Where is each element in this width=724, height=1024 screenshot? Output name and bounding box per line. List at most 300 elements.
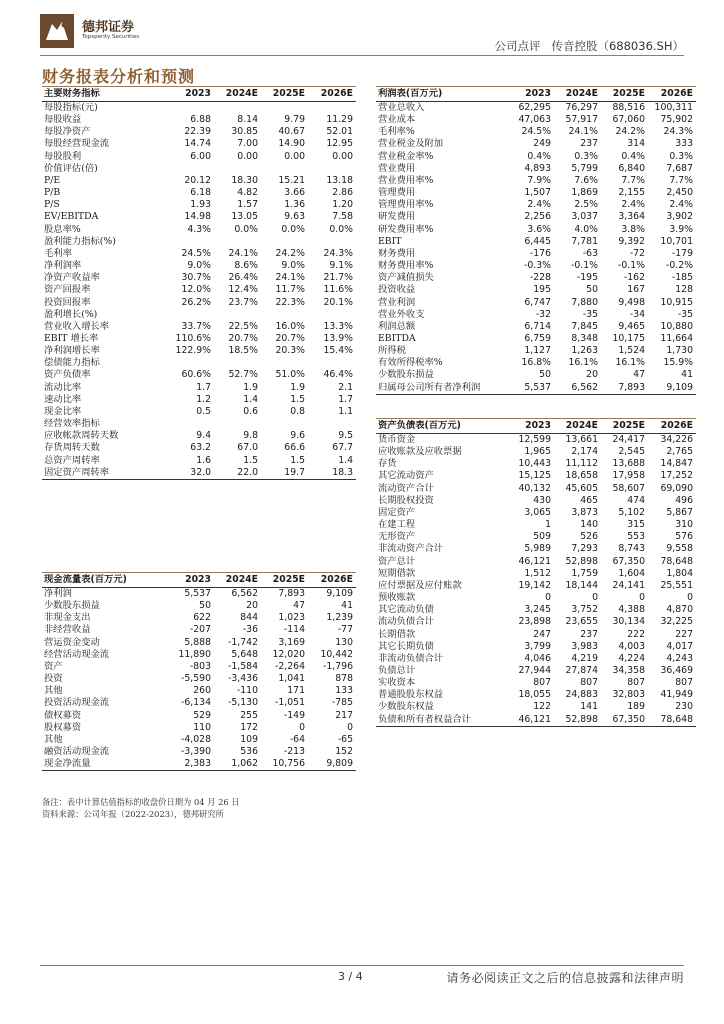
- table-row: [42, 321, 356, 333]
- table-row: [42, 102, 356, 115]
- table-cell: -149: [283, 709, 305, 721]
- table-cell: 7,893: [618, 381, 645, 393]
- table-cell: 62,295: [518, 102, 551, 113]
- table-cell: 4,219: [571, 652, 598, 664]
- table-row: [376, 689, 696, 701]
- table-cell: 9.8: [243, 430, 258, 442]
- table-cell: 172: [240, 721, 258, 733]
- table-row: [376, 138, 696, 150]
- table-cell: 67,350: [612, 555, 645, 567]
- table-cell: 24.1%: [275, 272, 305, 284]
- table-row: [376, 653, 696, 665]
- table-cell: 2.1: [338, 381, 353, 393]
- table-cell: 5,799: [571, 162, 598, 174]
- table-cell: [261, 163, 308, 175]
- table-header-row: [376, 87, 696, 102]
- main-indicators-table: [42, 86, 356, 479]
- row-label: 无形资产: [378, 531, 416, 543]
- row-label: 营业费用: [378, 162, 416, 174]
- table-cell: 22.3%: [275, 296, 305, 308]
- table-cell: -3,390: [181, 746, 211, 758]
- table-cell: [261, 102, 308, 115]
- table-cell: 0.00: [237, 150, 258, 162]
- table-cell: 3,873: [571, 506, 598, 518]
- table-cell: [308, 357, 356, 369]
- table-row: [42, 345, 356, 357]
- table-cell: 189: [627, 701, 645, 713]
- table-cell: 315: [627, 519, 645, 531]
- table-cell: 4,388: [618, 604, 645, 616]
- row-label: 存货: [378, 458, 397, 470]
- table-cell: 0.0%: [329, 223, 353, 235]
- column-header: 2024E: [554, 419, 601, 434]
- company-name: 传音控股（688036.SH）: [551, 39, 684, 53]
- table-cell: 807: [533, 677, 551, 689]
- table-row: [42, 211, 356, 223]
- table-cell: 47,063: [518, 114, 551, 126]
- table-row: [42, 588, 356, 601]
- table-row: [376, 224, 696, 236]
- table-cell: 9,392: [618, 235, 645, 247]
- table-cell: 11,664: [660, 332, 693, 344]
- row-label: EBIT: [378, 235, 402, 247]
- table-cell: 6.18: [190, 187, 211, 199]
- row-label: 融资活动现金流: [44, 746, 110, 758]
- row-label: 营业利润: [378, 296, 416, 308]
- table-cell: 807: [675, 677, 693, 689]
- table-cell: 1,965: [524, 446, 551, 458]
- table-cell: 4,046: [524, 652, 551, 664]
- row-label: P/S: [44, 199, 60, 211]
- row-label: 研发费用率%: [378, 223, 434, 235]
- table-row: [42, 175, 356, 187]
- table-cell: -110: [236, 685, 258, 697]
- table-cell: 33.7%: [181, 320, 211, 332]
- table-cell: 3.66: [284, 187, 305, 199]
- row-label: 盈利增长(%): [44, 308, 98, 320]
- table-cell: 0.00: [284, 150, 305, 162]
- row-label: 实收资本: [378, 677, 416, 689]
- table-row: [376, 641, 696, 653]
- table-cell: 18,658: [565, 470, 598, 482]
- row-label: 营业成本: [378, 114, 416, 126]
- column-header: 2025E: [601, 87, 648, 102]
- table-row: [376, 470, 696, 482]
- table-cell: 1,804: [666, 567, 693, 579]
- row-label: 固定资产周转率: [44, 466, 110, 478]
- table-cell: 529: [193, 709, 211, 721]
- table-cell: 167: [627, 284, 645, 296]
- table-row: [42, 297, 356, 309]
- table-cell: 1.20: [332, 199, 353, 211]
- balance-sheet-table: [376, 418, 696, 726]
- table-cell: 0.4%: [621, 150, 645, 162]
- table-cell: 2.4%: [527, 199, 551, 211]
- table-row: [42, 369, 356, 381]
- row-label: 现金比率: [44, 405, 82, 417]
- table-cell: 20.12: [184, 174, 211, 186]
- table-cell: 0.0%: [234, 223, 258, 235]
- table-row: [376, 531, 696, 543]
- table-cell: 52.01: [326, 126, 353, 138]
- table-cell: 50: [539, 369, 551, 381]
- column-header: 2026E: [308, 573, 356, 588]
- table-row: [42, 126, 356, 138]
- table-cell: 26.2%: [181, 296, 211, 308]
- table-cell: 0.8: [290, 405, 305, 417]
- table-cell: 24.1%: [568, 126, 598, 138]
- table-row: [376, 102, 696, 115]
- table-cell: -77: [337, 624, 353, 636]
- row-label: 流动比率: [44, 381, 82, 393]
- table-cell: 24.3%: [323, 247, 353, 259]
- table-cell: 16.1%: [568, 357, 598, 369]
- table-cell: 133: [335, 685, 353, 697]
- table-cell: 20: [586, 369, 598, 381]
- table-cell: 496: [675, 494, 693, 506]
- table-cell: 11,890: [178, 648, 211, 660]
- row-label: 管理费用率%: [378, 199, 434, 211]
- table-row: [42, 114, 356, 126]
- table-cell: 50: [199, 600, 211, 612]
- table-cell: [261, 309, 308, 321]
- table-cell: 76,297: [565, 102, 598, 113]
- table-cell: 1.2: [196, 393, 211, 405]
- table-cell: 1,507: [524, 187, 551, 199]
- row-label: 营业税金及附加: [378, 138, 444, 150]
- table-cell: 18,055: [518, 689, 551, 701]
- table-row: [376, 211, 696, 223]
- table-row: [376, 495, 696, 507]
- table-cell: 9,109: [666, 381, 693, 393]
- table-cell: 10,443: [518, 458, 551, 470]
- table-cell: -207: [189, 624, 211, 636]
- table-cell: 32,803: [612, 689, 645, 701]
- table-title: 利润表(百万元): [376, 87, 508, 102]
- table-cell: 2,256: [524, 211, 551, 223]
- table-cell: 7,687: [666, 162, 693, 174]
- table-cell: 3.8%: [621, 223, 645, 235]
- table-cell: -72: [629, 247, 645, 259]
- column-header: 2024E: [214, 87, 261, 102]
- table-row: [42, 710, 356, 722]
- table-row: [376, 592, 696, 604]
- table-cell: 509: [533, 531, 551, 543]
- company-logo: [40, 14, 160, 48]
- column-header: 2024E: [214, 573, 261, 588]
- table-cell: 1,730: [666, 345, 693, 357]
- table-cell: 4.0%: [574, 223, 598, 235]
- column-header: 2024E: [554, 87, 601, 102]
- table-cell: 12,020: [272, 648, 305, 660]
- page-number: 3 / 4: [338, 970, 363, 983]
- table-cell: 7,880: [571, 296, 598, 308]
- row-label: 净资产收益率: [44, 272, 100, 284]
- table-cell: 52.7%: [228, 369, 258, 381]
- table-cell: 23,898: [518, 616, 551, 628]
- table-title: 主要财务指标: [42, 87, 168, 102]
- row-label: 经营效率指标: [44, 418, 100, 430]
- table-cell: -1,796: [323, 660, 353, 672]
- table-cell: 7,893: [278, 588, 305, 599]
- row-label: 长期股权投资: [378, 494, 434, 506]
- table-cell: 47: [633, 369, 645, 381]
- table-cell: 67.0: [237, 442, 258, 454]
- row-label: 每股收益: [44, 114, 82, 126]
- table-cell: 20.3%: [275, 345, 305, 357]
- table-cell: 24,417: [612, 434, 645, 445]
- table-cell: 4.82: [237, 187, 258, 199]
- table-cell: 6.88: [190, 114, 211, 126]
- row-label: 盈利能力指标(%): [44, 235, 116, 247]
- table-cell: 60.6%: [181, 369, 211, 381]
- table-cell: 0.6: [243, 405, 258, 417]
- row-label: 预收账款: [378, 592, 416, 604]
- table-row: [42, 260, 356, 272]
- table-cell: 7.58: [332, 211, 353, 223]
- row-label: 净利润率: [44, 260, 82, 272]
- table-cell: 23.7%: [228, 296, 258, 308]
- table-cell: 11,112: [565, 458, 598, 470]
- table-cell: 78,648: [660, 713, 693, 725]
- table-cell: 58,607: [612, 482, 645, 494]
- row-label: 价值评估(倍): [44, 162, 98, 174]
- table-cell: 50: [586, 284, 598, 296]
- table-header-row: [376, 419, 696, 434]
- table-cell: 41: [681, 369, 693, 381]
- table-cell: [261, 236, 308, 248]
- table-cell: 13.05: [231, 211, 258, 223]
- table-cell: 110.6%: [175, 332, 211, 344]
- table-row: [42, 199, 356, 211]
- table-row: [42, 284, 356, 296]
- table-cell: 9,498: [618, 296, 645, 308]
- table-cell: 2,765: [666, 446, 693, 458]
- table-cell: 1,041: [278, 673, 305, 685]
- table-row: [376, 175, 696, 187]
- table-cell: 10,442: [320, 648, 353, 660]
- table-cell: 7.9%: [527, 174, 551, 186]
- table-row: [42, 624, 356, 636]
- table-cell: 20.7%: [228, 332, 258, 344]
- row-label: 资产总计: [378, 555, 416, 567]
- table-row: [42, 649, 356, 661]
- table-cell: 140: [580, 519, 598, 531]
- table-bottom-rule: [376, 726, 696, 727]
- table-cell: [261, 357, 308, 369]
- table-cell: 9.1%: [329, 260, 353, 272]
- table-cell: 9,809: [326, 758, 353, 770]
- table-cell: 14.98: [184, 211, 211, 223]
- column-header: 2026E: [648, 87, 696, 102]
- table-cell: -32: [535, 308, 551, 320]
- row-label: 在建工程: [378, 519, 416, 531]
- table-cell: 8.6%: [234, 260, 258, 272]
- table-cell: 5,102: [618, 506, 645, 518]
- table-cell: 2,155: [618, 187, 645, 199]
- table-cell: -65: [337, 733, 353, 745]
- table-cell: 526: [580, 531, 598, 543]
- table-cell: 1.5: [290, 393, 305, 405]
- table-row: [42, 138, 356, 150]
- table-cell: [214, 309, 261, 321]
- table-cell: 9.0%: [281, 260, 305, 272]
- row-label: 债权募资: [44, 709, 82, 721]
- table-cell: 0: [545, 592, 551, 604]
- table-cell: 8.14: [237, 114, 258, 126]
- table-cell: 7,845: [571, 320, 598, 332]
- column-header: 2025E: [261, 573, 308, 588]
- table-cell: 40,132: [518, 482, 551, 494]
- table-cell: 75,902: [660, 114, 693, 126]
- row-label: P/B: [44, 187, 61, 199]
- table-cell: 622: [193, 612, 211, 624]
- table-cell: 260: [193, 685, 211, 697]
- table-cell: 41,949: [660, 689, 693, 701]
- table-cell: [261, 418, 308, 430]
- table-cell: 14.74: [184, 138, 211, 150]
- table-cell: 18,144: [565, 579, 598, 591]
- row-label: 速动比率: [44, 393, 82, 405]
- table-cell: 122.9%: [175, 345, 211, 357]
- table-cell: 474: [627, 494, 645, 506]
- row-label: 毛利率: [44, 247, 72, 259]
- table-cell: -3,436: [228, 673, 258, 685]
- row-label: 投资回报率: [44, 296, 91, 308]
- table-cell: 333: [675, 138, 693, 150]
- table-cell: 32.0: [190, 466, 211, 478]
- row-label: 非流动资产合计: [378, 543, 444, 555]
- table-cell: 0: [687, 592, 693, 604]
- table-cell: 20.7%: [275, 332, 305, 344]
- table-cell: 30.85: [231, 126, 258, 138]
- table-row: [42, 746, 356, 758]
- table-cell: 36,469: [660, 664, 693, 676]
- row-label: 负债和所有者权益合计: [378, 713, 471, 725]
- row-label: 股息率%: [44, 223, 81, 235]
- table-cell: 247: [533, 628, 551, 640]
- table-row: [376, 714, 696, 726]
- table-cell: 6,747: [524, 296, 551, 308]
- table-bottom-rule: [42, 479, 356, 480]
- table-row: [42, 430, 356, 442]
- table-cell: 10,175: [612, 332, 645, 344]
- table-cell: -34: [629, 308, 645, 320]
- table-cell: 22.0: [237, 466, 258, 478]
- table-bottom-rule: [42, 770, 356, 771]
- table-cell: 10,915: [660, 296, 693, 308]
- row-label: 流动资产合计: [378, 482, 434, 494]
- table-row: [376, 543, 696, 555]
- table-cell: 4,017: [666, 640, 693, 652]
- table-cell: 310: [675, 519, 693, 531]
- table-cell: 1.9: [290, 381, 305, 393]
- row-label: 营业总收入: [378, 102, 425, 113]
- row-label: 每股净资产: [44, 126, 91, 138]
- table-cell: 26.4%: [228, 272, 258, 284]
- table-cell: 9,109: [326, 588, 353, 599]
- table-row: [376, 519, 696, 531]
- table-row: [376, 126, 696, 138]
- table-cell: 7.00: [237, 138, 258, 150]
- table-cell: -2,264: [275, 660, 305, 672]
- table-cell: -1,742: [228, 636, 258, 648]
- row-label: 毛利率%: [378, 126, 415, 138]
- table-row: [42, 455, 356, 467]
- table-cell: 9.63: [284, 211, 305, 223]
- table-cell: 12.4%: [228, 284, 258, 296]
- table-cell: 24.5%: [521, 126, 551, 138]
- table-row: [42, 151, 356, 163]
- table-cell: 3,902: [666, 211, 693, 223]
- row-label: 总资产周转率: [44, 454, 100, 466]
- row-label: 投资: [44, 673, 63, 685]
- table-cell: 67,350: [612, 713, 645, 725]
- table-cell: 2,174: [571, 446, 598, 458]
- table-row: [42, 187, 356, 199]
- table-cell: 20: [246, 600, 258, 612]
- row-label: 资产负债率: [44, 369, 91, 381]
- table-row: [42, 758, 356, 770]
- table-cell: 3,065: [524, 506, 551, 518]
- table-cell: 27,874: [565, 664, 598, 676]
- table-cell: 3,983: [571, 640, 598, 652]
- table-cell: 18.30: [231, 174, 258, 186]
- table-cell: 465: [580, 494, 598, 506]
- table-cell: 878: [335, 673, 353, 685]
- table-cell: 11.29: [326, 114, 353, 126]
- row-label: 偿债能力指标: [44, 357, 100, 369]
- table-cell: 7.7%: [621, 174, 645, 186]
- page-header: [40, 12, 684, 54]
- page-title: 财务报表分析和预测: [42, 67, 196, 86]
- row-label: 营业费用率%: [378, 174, 434, 186]
- row-label: 有效所得税率%: [378, 357, 443, 369]
- row-label: 投资收益: [378, 284, 416, 296]
- table-row: [376, 701, 696, 713]
- table-row: [42, 418, 356, 430]
- row-label: 其它长期负债: [378, 640, 434, 652]
- table-row: [42, 600, 356, 612]
- table-cell: 9.79: [284, 114, 305, 126]
- row-label: 非经营收益: [44, 624, 91, 636]
- row-label: 少数股东权益: [378, 701, 434, 713]
- row-label: 资产: [44, 660, 63, 672]
- table-cell: 24.1%: [228, 247, 258, 259]
- table-row: [376, 114, 696, 126]
- table-cell: 9.5: [338, 430, 353, 442]
- table-cell: 1,512: [524, 567, 551, 579]
- table-cell: 52,898: [565, 713, 598, 725]
- table-cell: 15,125: [518, 470, 551, 482]
- doc-type: 公司点评: [494, 39, 541, 53]
- row-label: 经营活动现金流: [44, 648, 110, 660]
- table-cell: 553: [627, 531, 645, 543]
- table-cell: 13,661: [565, 434, 598, 445]
- row-label: 现金净流量: [44, 758, 91, 770]
- row-label: 财务费用: [378, 247, 416, 259]
- row-label: 利润总额: [378, 320, 416, 332]
- table-cell: 4.3%: [187, 223, 211, 235]
- table-cell: 807: [627, 677, 645, 689]
- table-cell: 6,562: [231, 588, 258, 599]
- row-label: 营业外收支: [378, 308, 425, 320]
- table-cell: 1,263: [571, 345, 598, 357]
- table-cell: -63: [582, 247, 598, 259]
- table-cell: [168, 102, 214, 115]
- table-row: [376, 321, 696, 333]
- table-cell: 12.95: [326, 138, 353, 150]
